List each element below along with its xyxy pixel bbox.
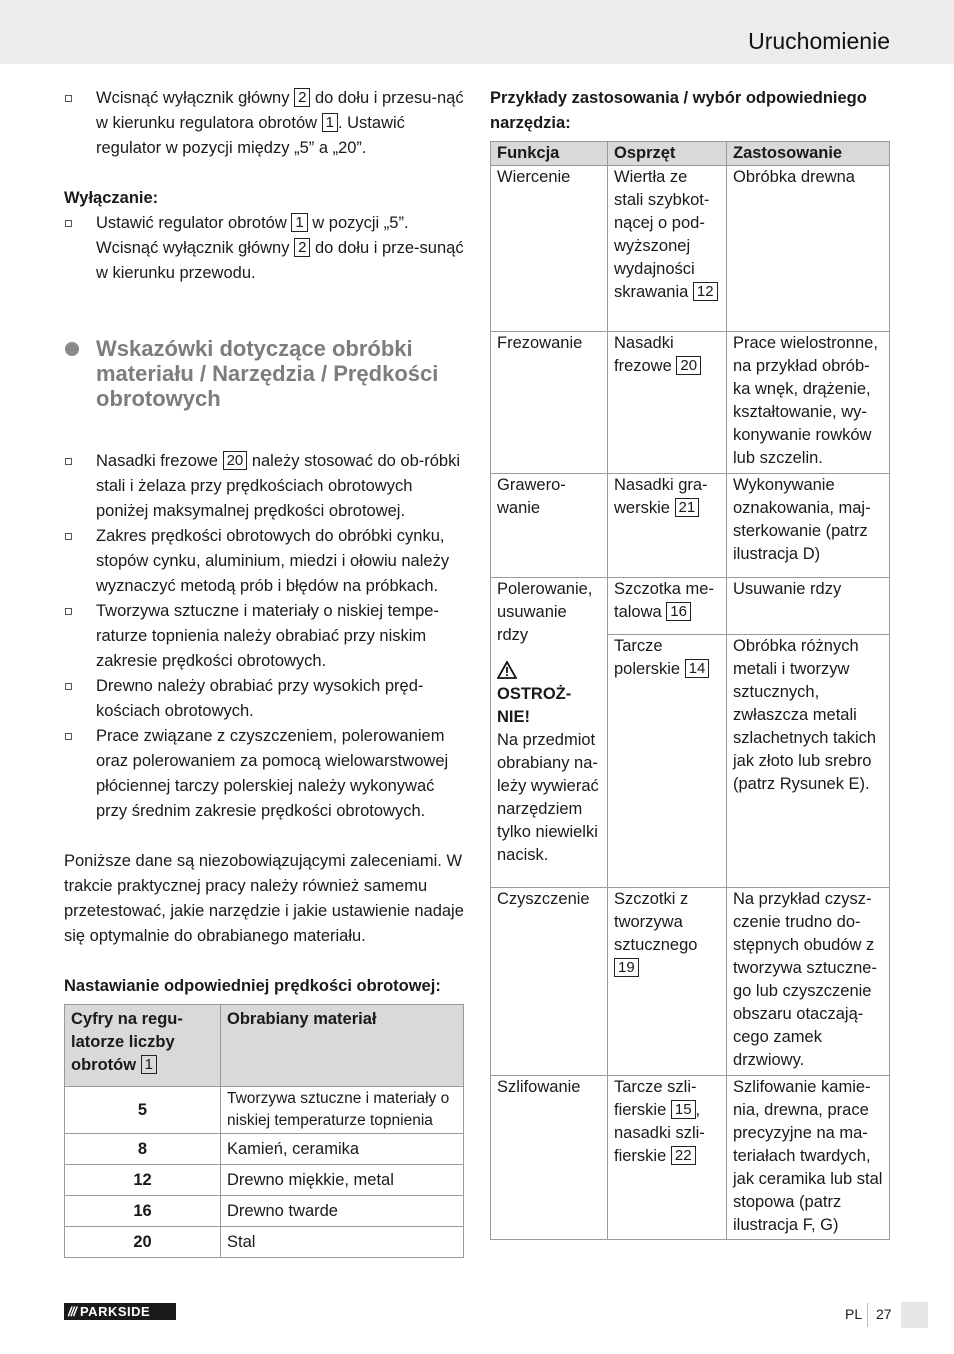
column-header: Osprzęt bbox=[608, 142, 727, 166]
part-number: 22 bbox=[671, 1146, 696, 1165]
speed-heading: Nastawianie odpowiedniej prędkości obrotowej: bbox=[64, 977, 441, 995]
part-number: 1 bbox=[291, 213, 307, 232]
column-header: Funkcja bbox=[491, 142, 608, 166]
table-row: 16 Drewno twarde bbox=[65, 1196, 464, 1227]
table-row: Szlifowanie Tarcze szli-fierskie 15 , nasadki szli-fierskie 22 Szlifowanie kamie-nia, drewna, prace precyzyjne na ma-teriałach twardych, jak ceramika lub stal stopowa (patrz ilustracja F, G) bbox=[491, 1076, 890, 1240]
list-item: Tworzywa sztuczne i materiały o niskiej tempe-raturze topnienia należy obrabiać przy niskim zakresie prędkości obrotowych. bbox=[64, 599, 464, 674]
list-item: Nasadki frezowe 20 należy stosować do ob-róbki stali i żelaza przy prędkościach obrotowych poniżej maksymalnej prędkości obrotowej. bbox=[64, 449, 464, 524]
checkbox-bullet-icon bbox=[65, 733, 72, 740]
part-number: 21 bbox=[675, 498, 700, 517]
list-item: Ustawić regulator obrotów 1 w pozycji „5”. Wcisnąć wyłącznik główny 2 do dołu i prze-sunąć w kierunku przewodu. bbox=[64, 211, 464, 286]
table-row: 12 Drewno miękkie, metal bbox=[65, 1165, 464, 1196]
applications-table bbox=[490, 141, 890, 1240]
left-column bbox=[64, 86, 464, 1258]
part-number: 2 bbox=[294, 88, 310, 107]
checkbox-bullet-icon bbox=[65, 220, 72, 227]
table-row: Grawero-wanie Nasadki gra-werskie 21 Wykonywanie oznakowania, maj-sterkowanie (patrz ilustracja D) bbox=[491, 474, 890, 578]
column-header: Zastosowanie bbox=[727, 142, 890, 166]
checkbox-bullet-icon bbox=[65, 608, 72, 615]
warning-text: Na przedmiot obrabiany na-leży wywierać narzędziem tylko niewielki nacisk. bbox=[497, 731, 599, 864]
checkbox-bullet-icon bbox=[65, 458, 72, 465]
part-number: 1 bbox=[141, 1055, 157, 1074]
parkside-logo: /// PARKSIDE bbox=[64, 1303, 176, 1320]
table-row: 5 Tworzywa sztuczne i materiały o niskiej temperaturze topnienia bbox=[65, 1087, 464, 1134]
part-number: 2 bbox=[294, 238, 310, 257]
polishing-function-cell: Polerowanie, usuwanie rdzy OSTROŻ-NIE! Na przedmiot obrabiany na-leży wywierać narzędziem tylko niewielki nacisk. bbox=[491, 578, 608, 888]
part-number: 20 bbox=[223, 451, 248, 470]
part-number: 19 bbox=[614, 958, 639, 977]
table-row: Frezowanie Nasadki frezowe 20 Prace wielostronne, na przykład obrób-ka wnęk, drążenie, kształtowanie, wy-konywanie rowków lub szczelin. bbox=[491, 332, 890, 474]
footer-divider bbox=[867, 1303, 868, 1327]
bullet-dot-icon bbox=[65, 342, 79, 356]
language-code: PL bbox=[845, 1306, 863, 1322]
table-row: Polerowanie, usuwanie rdzy OSTROŻ-NIE! Na przedmiot obrabiany na-leży wywierać narzędziem tylko niewielki nacisk. Szczotka me-talowa 16 Usuwanie rdzy bbox=[491, 578, 890, 635]
footer-tab bbox=[901, 1302, 928, 1328]
off-heading: Wyłączanie: bbox=[64, 189, 159, 207]
table-row: 8 Kamień, ceramika bbox=[65, 1134, 464, 1165]
part-number: 20 bbox=[676, 356, 701, 375]
table-row: Czyszczenie Szczotki z tworzywa sztucznego 19 Na przykład czysz-czenie trudno do-stępnych obudów z tworzywa sztuczne-go lub czyszczenie obszaru otaczają-cego zamek drzwiowy. bbox=[491, 888, 890, 1076]
section-heading: Wskazówki dotyczące obróbki materiału / Narzędzia / Prędkości obrotowych bbox=[64, 336, 464, 411]
warning-icon bbox=[497, 661, 517, 679]
list-item: Wcisnąć wyłącznik główny 2 do dołu i przesu-nąć w kierunku regulatora obrotów 1 . Ustawić regulator w pozycji między „5” a „20”. bbox=[64, 86, 464, 161]
column-header: Obrabiany materiał bbox=[221, 1005, 464, 1087]
table-header-row bbox=[65, 1005, 464, 1087]
page-title: Uruchomienie bbox=[748, 28, 890, 54]
column-header: Cyfry na regu-latorze liczby obrotów 1 bbox=[65, 1005, 221, 1087]
list-item: Zakres prędkości obrotowych do obróbki cynku, stopów cynku, aluminium, miedzi i ołowiu należy wyznaczyć metodą prób i błędów na próbkach. bbox=[64, 524, 464, 599]
table-row: Tarcze polerskie 14 Obróbka różnych metali i tworzyw sztucznych, zwłaszcza metali szlachetnych takich jak złoto lub srebro (patrz Rysunek E). bbox=[491, 635, 890, 888]
checkbox-bullet-icon bbox=[65, 533, 72, 540]
list-item: Prace związane z czyszczeniem, polerowaniem oraz polerowaniem za pomocą wielowarstwowej płóciennej tarczy polerskiej należy wykonywać przy średnim zakresie prędkości obrotowych. bbox=[64, 724, 464, 824]
part-number: 12 bbox=[693, 282, 718, 301]
part-number: 15 bbox=[671, 1100, 696, 1119]
hints-list bbox=[64, 449, 464, 824]
warning-title: OSTROŻ-NIE! bbox=[497, 685, 572, 726]
table-row: Wiercenie Wiertła ze stali szybkot-nącej o pod-wyższonej wydajności skrawania 12 Obróbka drewna bbox=[491, 166, 890, 332]
page-number: 27 bbox=[876, 1306, 892, 1322]
right-column bbox=[490, 86, 890, 1240]
checkbox-bullet-icon bbox=[65, 683, 72, 690]
part-number: 14 bbox=[685, 659, 710, 678]
list-item: Drewno należy obrabiać przy wysokich pręd-kościach obrotowych. bbox=[64, 674, 464, 724]
table-row: 20 Stal bbox=[65, 1227, 464, 1258]
recommendation-note: Poniższe dane są niezobowiązującymi zaleceniami. W trakcie praktycznej pracy należy również samemu przetestować, jakie narzędzie i jakie ustawienie nadaje się optymalnie do obrabianego materiału. bbox=[64, 852, 464, 945]
part-number: 16 bbox=[666, 602, 691, 621]
speed-table bbox=[64, 1004, 464, 1258]
applications-heading: Przykłady zastosowania / wybór odpowiedniego narzędzia: bbox=[490, 89, 867, 132]
part-number: 1 bbox=[322, 113, 338, 132]
table-header-row bbox=[491, 142, 890, 166]
checkbox-bullet-icon bbox=[65, 95, 72, 102]
